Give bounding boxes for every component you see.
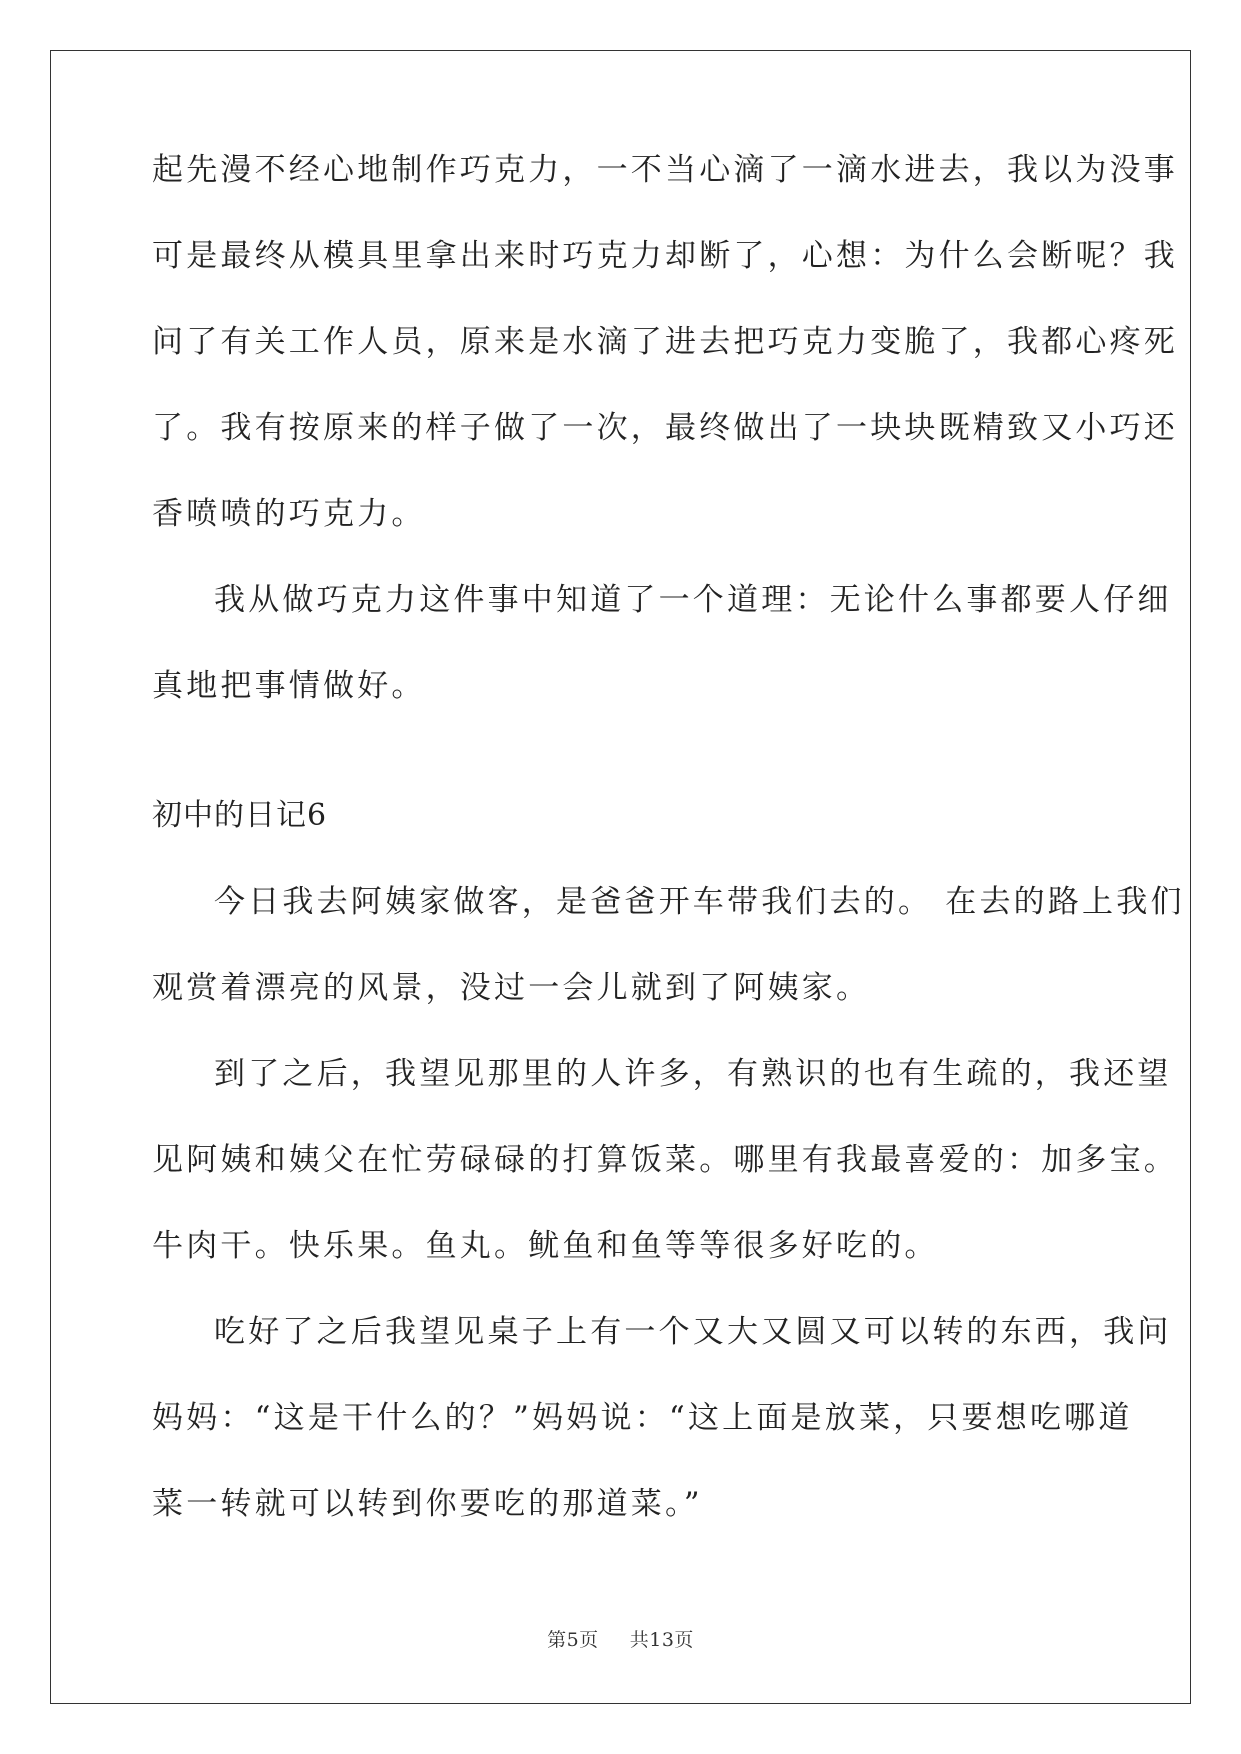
text-line: 吃好了之后我望见桌子上有一个又大又圆又可以转的东西，我问 (214, 1314, 1172, 1350)
text-line: 妈妈：“这是干什么的？”妈妈说：“这上面是放菜，只要想吃哪道 (152, 1400, 1133, 1436)
document-body (152, 150, 1185, 1570)
text-line: 到了之后，我望见那里的人许多，有熟识的也有生疏的，我还望 (214, 1056, 1172, 1092)
text-line: 今日我去阿姨家做客，是爸爸开车带我们去的。 在去的路上我们 (214, 884, 1185, 920)
text-line: 菜一转就可以转到你要吃的那道菜。” (152, 1486, 703, 1522)
text-line: 观赏着漂亮的风景，没过一会儿就到了阿姨家。 (152, 970, 871, 1006)
page-total: 共13页 (629, 1629, 694, 1651)
page-number: 第5页 (547, 1629, 599, 1651)
text-line: 见阿姨和姨父在忙劳碌碌的打算饭菜。哪里有我最喜爱的：加多宝。 (152, 1142, 1178, 1178)
page-footer (0, 1628, 1241, 1652)
text-line: 真地把事情做好。 (152, 668, 426, 704)
text-line: 香喷喷的巧克力。 (152, 496, 426, 532)
section-heading: 初中的日记6 (152, 798, 328, 833)
text-line: 问了有关工作人员，原来是水滴了进去把巧克力变脆了，我都心疼死 (152, 324, 1178, 360)
text-line: 可是最终从模具里拿出来时巧克力却断了，心想：为什么会断呢？我 (152, 238, 1178, 274)
text-line: 了。我有按原来的样子做了一次，最终做出了一块块既精致又小巧还 (152, 410, 1178, 446)
text-line: 起先漫不经心地制作巧克力，一不当心滴了一滴水进去，我以为没事 (152, 152, 1178, 188)
text-line: 牛肉干。快乐果。鱼丸。鱿鱼和鱼等等很多好吃的。 (152, 1228, 939, 1264)
text-line: 我从做巧克力这件事中知道了一个道理：无论什么事都要人仔细 (214, 582, 1172, 618)
